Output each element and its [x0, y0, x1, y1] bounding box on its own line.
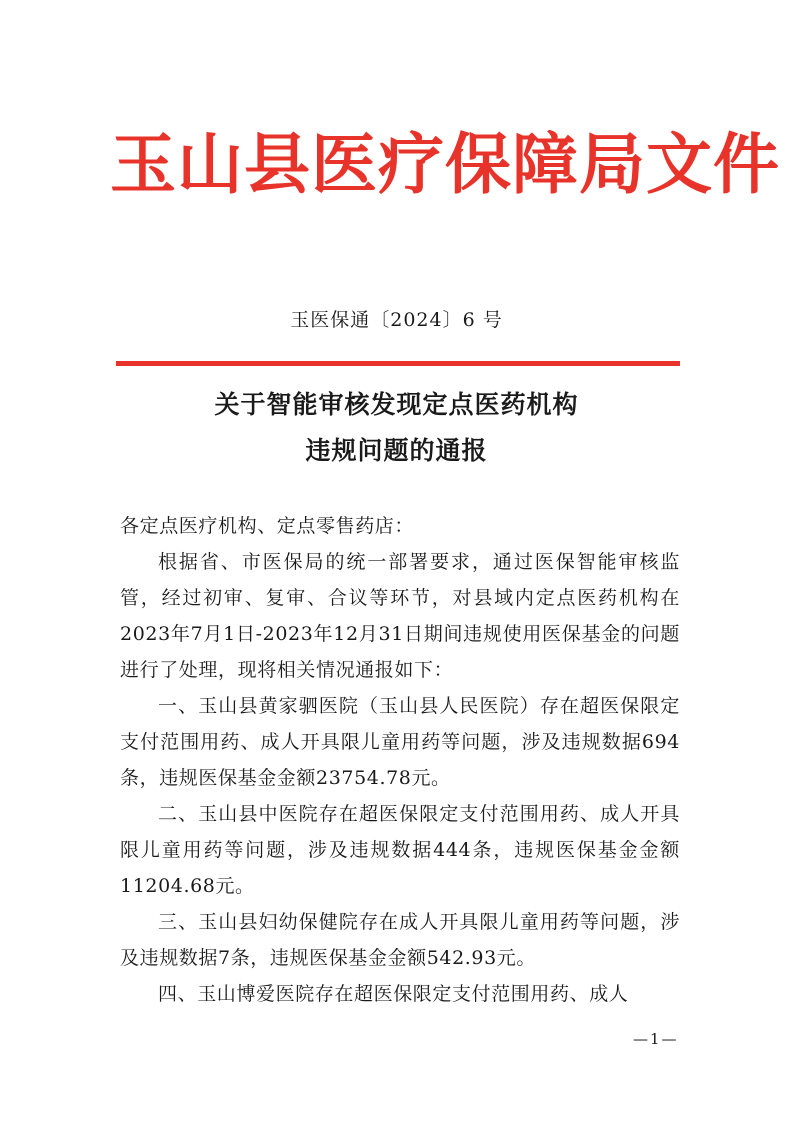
salutation: 各定点医疗机构、定点零售药店：: [120, 515, 415, 537]
document-masthead: 玉山县医疗保障局文件: [110, 125, 780, 203]
document-number: 玉医保通〔2024〕6 号: [290, 309, 503, 331]
body-paragraph-item-3: 三、玉山县妇幼保健院存在成人开具限儿童用药等问题，涉及违规数据7条，违规医保基金金额542.93元。: [120, 911, 680, 969]
page-number: —1—: [633, 1030, 679, 1048]
body-paragraph-intro: 根据省、市医保局的统一部署要求，通过医保智能审核监管，经过初审、复审、合议等环节，对县域内定点医药机构在2023年7月1日-2023年12月31日期间违规使用医保基金的问题进行了处理，现将相关情况通报如下：: [120, 551, 680, 681]
document-title-line-2: 违规问题的通报: [305, 436, 488, 465]
document-title-line-1: 关于智能审核发现定点医药机构: [214, 390, 579, 419]
body-paragraph-item-1: 一、玉山县黄家驷医院（玉山县人民医院）存在超医保限定支付范围用药、成人开具限儿童用药等问题，涉及违规数据694条，违规医保基金金额23754.78元。: [120, 695, 680, 789]
body-paragraph-item-4: 四、玉山博爱医院存在超医保限定支付范围用药、成人: [158, 983, 629, 1005]
body-paragraph-item-2: 二、玉山县中医院存在超医保限定支付范围用药、成人开具限儿童用药等问题，涉及违规数据444条，违规医保基金金额11204.68元。: [120, 803, 680, 897]
red-divider: [116, 361, 680, 366]
document-body: [120, 508, 680, 1012]
